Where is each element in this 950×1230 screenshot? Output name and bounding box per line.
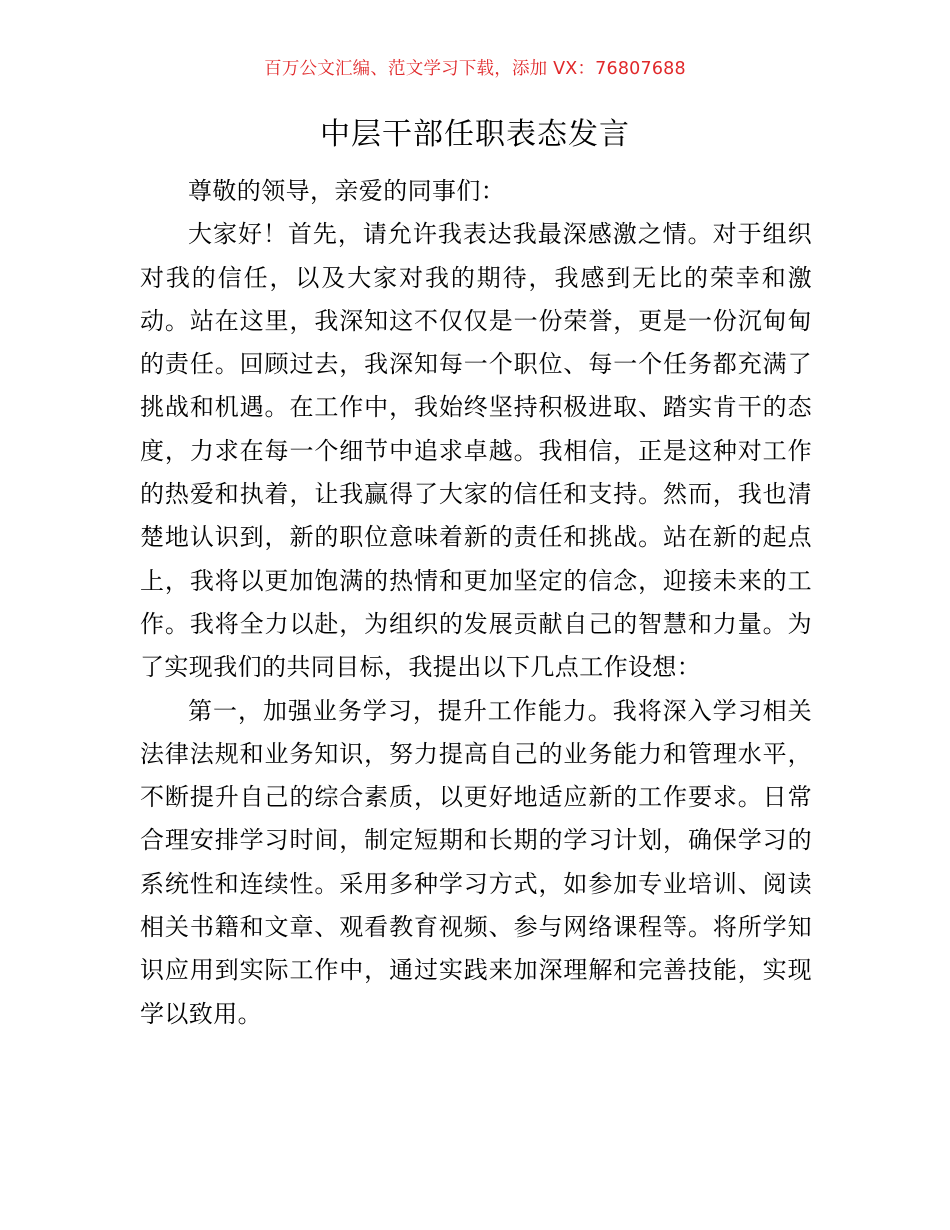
- paragraph-intro: 大家好！首先，请允许我表达我最深感激之情。对于组织对我的信任，以及大家对我的期待，我感到无比的荣幸和激动。站在这里，我深知这不仅仅是一份荣誉，更是一份沉甸甸的责任。回顾过去，我深知每一个职位、每一个任务都充满了挑战和机遇。在工作中，我始终坚持积极进取、踏实肯干的态度，力求在每一个细节中追求卓越。我相信，正是这种对工作的热爱和执着，让我赢得了大家的信任和支持。然而，我也清楚地认识到，新的职位意味着新的责任和挑战。站在新的起点上，我将以更加饱满的热情和更加坚定的信念，迎接未来的工作。我将全力以赴，为组织的发展贡献自己的智慧和力量。为了实现我们的共同目标，我提出以下几点工作设想：: [140, 220, 812, 682]
- salutation: 尊敬的领导，亲爱的同事们：: [188, 177, 506, 205]
- header-ad-banner: 百万公文汇编、范文学习下载，添加 VX：76807688: [264, 59, 686, 79]
- document-title: 中层干部任职表态发言: [320, 117, 630, 152]
- paragraph-point-one: 第一，加强业务学习，提升工作能力。我将深入学习相关法律法规和业务知识，努力提高自己的业务能力和管理水平，不断提升自己的综合素质，以更好地适应新的工作要求。日常合理安排学习时间，制定短期和长期的学习计划，确保学习的系统性和连续性。采用多种学习方式，如参加专业培训、阅读相关书籍和文章、观看教育视频、参与网络课程等。将所学知识应用到实际工作中，通过实践来加深理解和完善技能，实现学以致用。: [140, 696, 812, 1028]
- document-body: [140, 170, 812, 1036]
